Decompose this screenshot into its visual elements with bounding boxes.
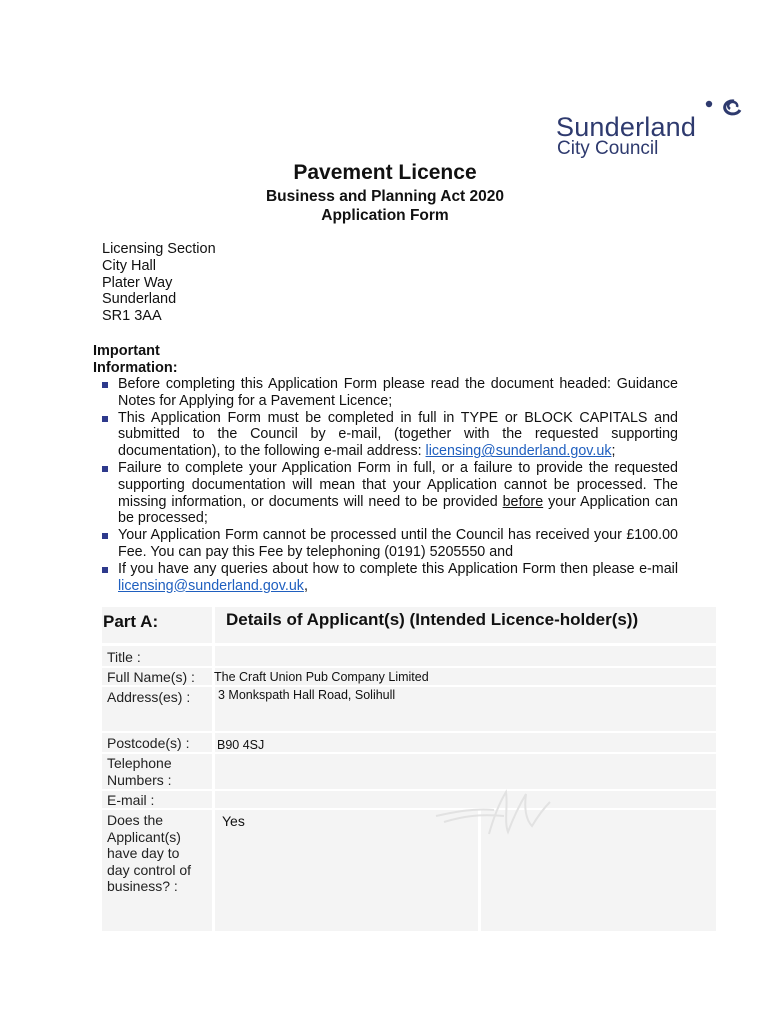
control-label-line: day control of bbox=[107, 861, 192, 878]
important-heading-line2: Information: bbox=[93, 359, 178, 376]
bullet-text: If you have any queries about how to complete this Application Form then please e-mail bbox=[118, 560, 678, 577]
fullname-label: Full Name(s) : bbox=[107, 669, 195, 685]
bullet-text: your Application can be processed; bbox=[118, 493, 678, 527]
control-label-line: have day to bbox=[107, 845, 180, 861]
important-heading bbox=[93, 343, 178, 376]
postcode-value-cell[interactable] bbox=[215, 733, 716, 752]
address-line: SR1 3AA bbox=[102, 308, 162, 325]
title-value-cell[interactable] bbox=[215, 646, 716, 666]
bullet-text: Your Application Form cannot be processed until the Council has received your £100.00 Fee. You can pay this Fee by telephoning (0191) 5205550 and bbox=[118, 527, 678, 560]
logo-text-sunderland: Sunderland bbox=[556, 112, 697, 142]
logo-text-city-council: City Council bbox=[557, 138, 659, 159]
part-a-heading: Details of Applicant(s) (Intended Licence-holder(s)) bbox=[226, 610, 639, 629]
address-value: 3 Monkspath Hall Road, Solihull bbox=[218, 688, 396, 702]
important-list bbox=[100, 376, 678, 594]
list-item bbox=[100, 460, 678, 527]
bullet-text: This Application Form must be completed in full in TYPE or BLOCK CAPITALS and submitted to the Council by e-mail, (together with the requested supporting documentation), to the following e-mail address: bbox=[118, 409, 678, 460]
telephone-value-cell[interactable] bbox=[215, 754, 716, 789]
telephone-label bbox=[107, 755, 172, 788]
list-item bbox=[100, 561, 678, 595]
control-value: Yes bbox=[222, 813, 245, 829]
bullet-text: ; bbox=[611, 443, 616, 460]
email-link[interactable]: licensing@sunderland.gov.uk bbox=[118, 577, 304, 594]
postcode-value: B90 4SJ bbox=[217, 738, 265, 752]
page-title: Pavement Licence bbox=[293, 161, 477, 184]
page-subtitle-act: Business and Planning Act 2020 bbox=[265, 188, 505, 205]
telephone-label-line: Telephone bbox=[107, 755, 172, 771]
postcode-label: Postcode(s) : bbox=[107, 735, 190, 751]
address-line: City Hall bbox=[102, 257, 156, 274]
fullname-value: The Craft Union Pub Company Limited bbox=[214, 670, 429, 684]
list-item bbox=[100, 410, 678, 460]
control-label-line: Does the bbox=[107, 812, 164, 828]
bullet-text: Before completing this Application Form please read the document headed: Guidance Notes for Applying for a Pavement Licence; bbox=[118, 376, 678, 409]
address-line: Plater Way bbox=[102, 274, 173, 291]
bullet-underlined-text: before bbox=[502, 493, 544, 510]
part-a-label: Part A: bbox=[103, 612, 159, 631]
logo-mark-icon bbox=[704, 96, 746, 122]
address-line: Licensing Section bbox=[102, 241, 216, 257]
bullet-text: , bbox=[303, 577, 308, 594]
email-link[interactable]: licensing@sunderland.gov.uk bbox=[425, 443, 612, 460]
title-label: Title : bbox=[107, 649, 141, 665]
council-address bbox=[102, 241, 216, 325]
page-subtitle-form: Application Form bbox=[321, 207, 449, 224]
email-label: E-mail : bbox=[107, 792, 155, 808]
list-item bbox=[100, 527, 678, 561]
list-item bbox=[100, 376, 678, 410]
control-label-line: Applicant(s) bbox=[107, 828, 181, 845]
address-label: Address(es) : bbox=[107, 689, 191, 705]
signature-scribble bbox=[434, 786, 554, 846]
bullet-text: Failure to complete your Application Form in full, or a failure to provide the requested supporting documentation will mean that your Application cannot be processed. The missing information, or documents will need to be provided bbox=[118, 459, 678, 510]
council-logo bbox=[556, 96, 748, 160]
telephone-label-line: Numbers : bbox=[107, 771, 172, 788]
important-heading-line1: Important bbox=[93, 343, 160, 359]
control-label-line: business? : bbox=[107, 878, 178, 894]
control-label bbox=[107, 812, 191, 895]
address-line: Sunderland bbox=[102, 291, 177, 308]
